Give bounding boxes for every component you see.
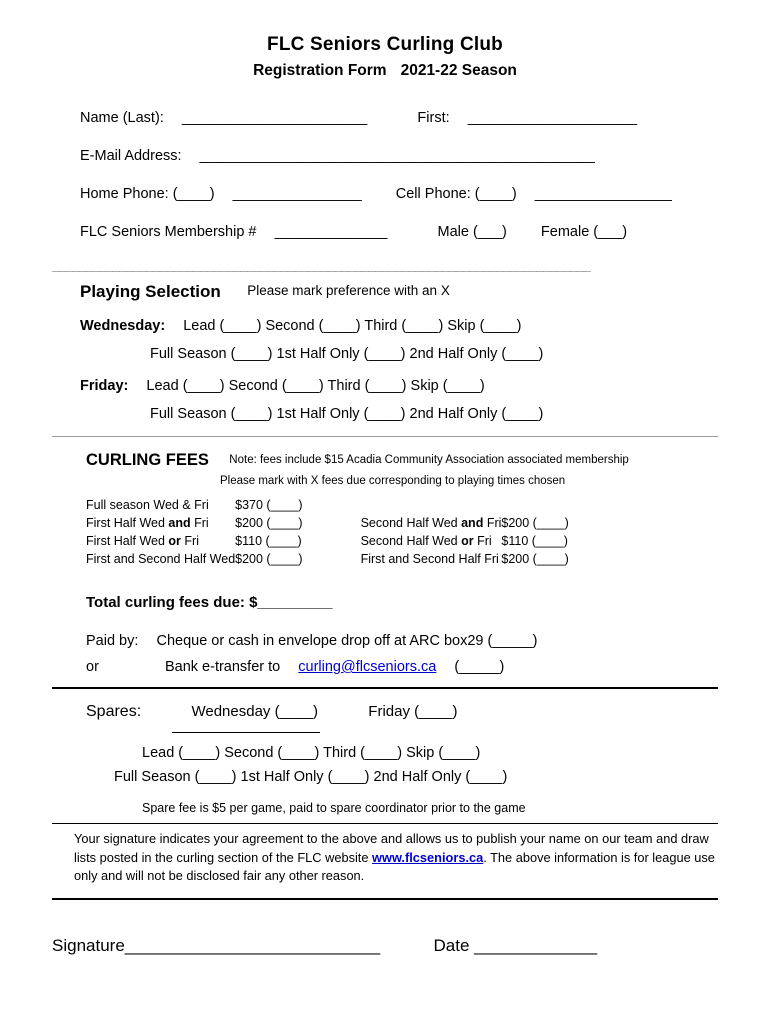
table-row — [86, 550, 569, 568]
spares-underline — [172, 731, 320, 733]
signature-row — [52, 936, 718, 956]
agreement-part2: . The above information is for league use only and will not be disclosed fair any other reason. — [74, 849, 715, 884]
fees-note-membership: Note: fees include $15 Acadia Community Association associated membership — [229, 454, 629, 466]
email-label: E-Mail Address: — [80, 148, 182, 164]
fee-label-left: Full season Wed & Fri — [86, 498, 209, 512]
fee-amount-left[interactable]: $200 (____) — [235, 516, 303, 530]
wednesday-positions-row — [80, 318, 718, 334]
flc-website-link[interactable]: www.flcseniors.ca — [372, 849, 484, 865]
playing-heading-row — [80, 282, 718, 302]
form-subtitle — [52, 62, 718, 80]
fee-label-right: Second Half Wed and Fri — [360, 516, 502, 530]
etransfer-email-link[interactable]: curling@flcseniors.ca — [298, 659, 437, 675]
female-checkbox[interactable]: Female (___) — [540, 224, 628, 240]
paid-by-alt-row — [86, 659, 718, 675]
contact-section — [52, 110, 718, 240]
curling-fees-section — [52, 451, 718, 675]
divider-thick-1 — [52, 687, 718, 689]
playing-selection-section — [52, 282, 718, 422]
fee-spacer — [303, 496, 361, 514]
email-input[interactable]: _________________________________________________ — [199, 148, 595, 164]
membership-row — [80, 224, 718, 240]
spares-friday[interactable]: Friday (____) — [368, 703, 458, 720]
friday-label: Friday: — [80, 378, 129, 394]
spares-section — [52, 703, 718, 815]
fee-amount-left[interactable]: $110 (____) — [235, 534, 302, 548]
playing-selection-note: Please mark preference with an X — [247, 283, 450, 298]
spares-day-row — [86, 703, 718, 721]
friday-terms[interactable]: Full Season (____) 1st Half Only (____) 2nd Half Only (____) — [150, 406, 544, 422]
fee-amount-right[interactable]: $200 (____) — [501, 516, 569, 530]
fee-spacer — [303, 550, 361, 568]
spares-fee-note: Spare fee is $5 per game, paid to spare coordinator prior to the game — [142, 801, 526, 815]
fee-label-right: First and Second Half Fri — [360, 552, 499, 566]
table-row — [86, 496, 569, 514]
wednesday-label: Wednesday: — [80, 318, 166, 334]
friday-positions-row — [80, 378, 718, 394]
playing-selection-heading: Playing Selection — [80, 282, 221, 301]
club-title: FLC Seniors Curling Club — [267, 34, 503, 55]
membership-label: FLC Seniors Membership # — [80, 224, 257, 240]
cell-phone-input[interactable]: _________________ — [534, 186, 672, 202]
fee-label-left: First Half Wed and Fri — [86, 516, 209, 530]
phone-row — [80, 186, 718, 202]
divider-thick-2 — [52, 898, 718, 900]
first-name-label: First: — [417, 110, 450, 126]
fee-amount-right[interactable] — [501, 496, 568, 514]
fees-heading-row — [86, 451, 718, 470]
date-field[interactable]: Date _____________ — [433, 935, 598, 955]
total-fees-due[interactable]: Total curling fees due: $_________ — [86, 594, 333, 611]
paid-by-label: Paid by: — [86, 633, 139, 649]
friday-positions[interactable]: Lead (____) Second (____) Third (____) Skip (____) — [146, 378, 485, 394]
spares-terms[interactable]: Full Season (____) 1st Half Only (____) 2nd Half Only (____) — [114, 769, 508, 785]
curling-fees-heading: CURLING FEES — [86, 451, 209, 469]
cell-phone-label: Cell Phone: (____) — [395, 186, 517, 202]
paid-by-etransfer-label: Bank e-transfer to — [164, 659, 281, 675]
wednesday-terms[interactable]: Full Season (____) 1st Half Only (____) 2nd Half Only (____) — [150, 346, 544, 362]
fee-amount-left[interactable]: $200 (____) — [235, 552, 303, 566]
name-last-input[interactable]: _______________________ — [181, 110, 368, 126]
membership-input[interactable]: ______________ — [274, 224, 388, 240]
form-header — [52, 34, 718, 80]
table-row — [86, 532, 569, 550]
divider-dashed: ________________________________________________________________________________ — [52, 262, 591, 272]
table-row — [86, 514, 569, 532]
paid-by-cheque-option[interactable]: Cheque or cash in envelope drop off at ARC box29 (_____) — [156, 633, 538, 649]
email-row — [80, 148, 718, 164]
fee-label-right: Second Half Wed or Fri — [360, 534, 492, 548]
fee-label-right — [361, 496, 502, 514]
season-label: 2021-22 Season — [400, 62, 517, 79]
home-phone-input[interactable]: ________________ — [232, 186, 362, 202]
wednesday-positions[interactable]: Lead (____) Second (____) Third (____) Skip (____) — [183, 318, 522, 334]
fee-label-left: First Half Wed or Fri — [86, 534, 199, 548]
fee-amount-right[interactable]: $200 (____) — [501, 552, 569, 566]
fee-spacer — [303, 514, 361, 532]
paid-by-etransfer-blank[interactable]: (_____) — [454, 659, 505, 675]
agreement-part1: Your signature indicates your agreement to the above and allows us to publish your name on our team and draw lists posted in the curling section of the FLC website — [74, 831, 709, 865]
or-label: or — [86, 659, 99, 675]
divider-thin-1 — [52, 436, 718, 437]
first-name-input[interactable]: _____________________ — [467, 110, 638, 126]
male-checkbox[interactable]: Male (___) — [437, 224, 507, 240]
agreement-text — [52, 824, 718, 886]
fee-amount-left[interactable]: $370 (____) — [235, 498, 303, 512]
fee-spacer — [303, 532, 361, 550]
signature-field[interactable]: Signature___________________________ — [52, 935, 381, 955]
paid-by-row — [86, 633, 718, 649]
form-type-label: Registration Form — [253, 62, 387, 79]
spares-wednesday[interactable]: Wednesday (____) — [191, 703, 318, 720]
name-row — [80, 110, 718, 126]
fee-amount-right[interactable]: $110 (____) — [501, 534, 568, 548]
name-last-label: Name (Last): — [80, 110, 164, 126]
fee-label-left: First and Second Half Wed — [86, 552, 236, 566]
spares-heading: Spares: — [86, 703, 142, 720]
fees-note-instruction: Please mark with X fees due corresponding to playing times chosen — [220, 475, 566, 487]
spares-positions[interactable]: Lead (____) Second (____) Third (____) Skip (____) — [142, 745, 481, 761]
fees-table — [86, 496, 569, 568]
home-phone-label: Home Phone: (____) — [80, 186, 215, 202]
